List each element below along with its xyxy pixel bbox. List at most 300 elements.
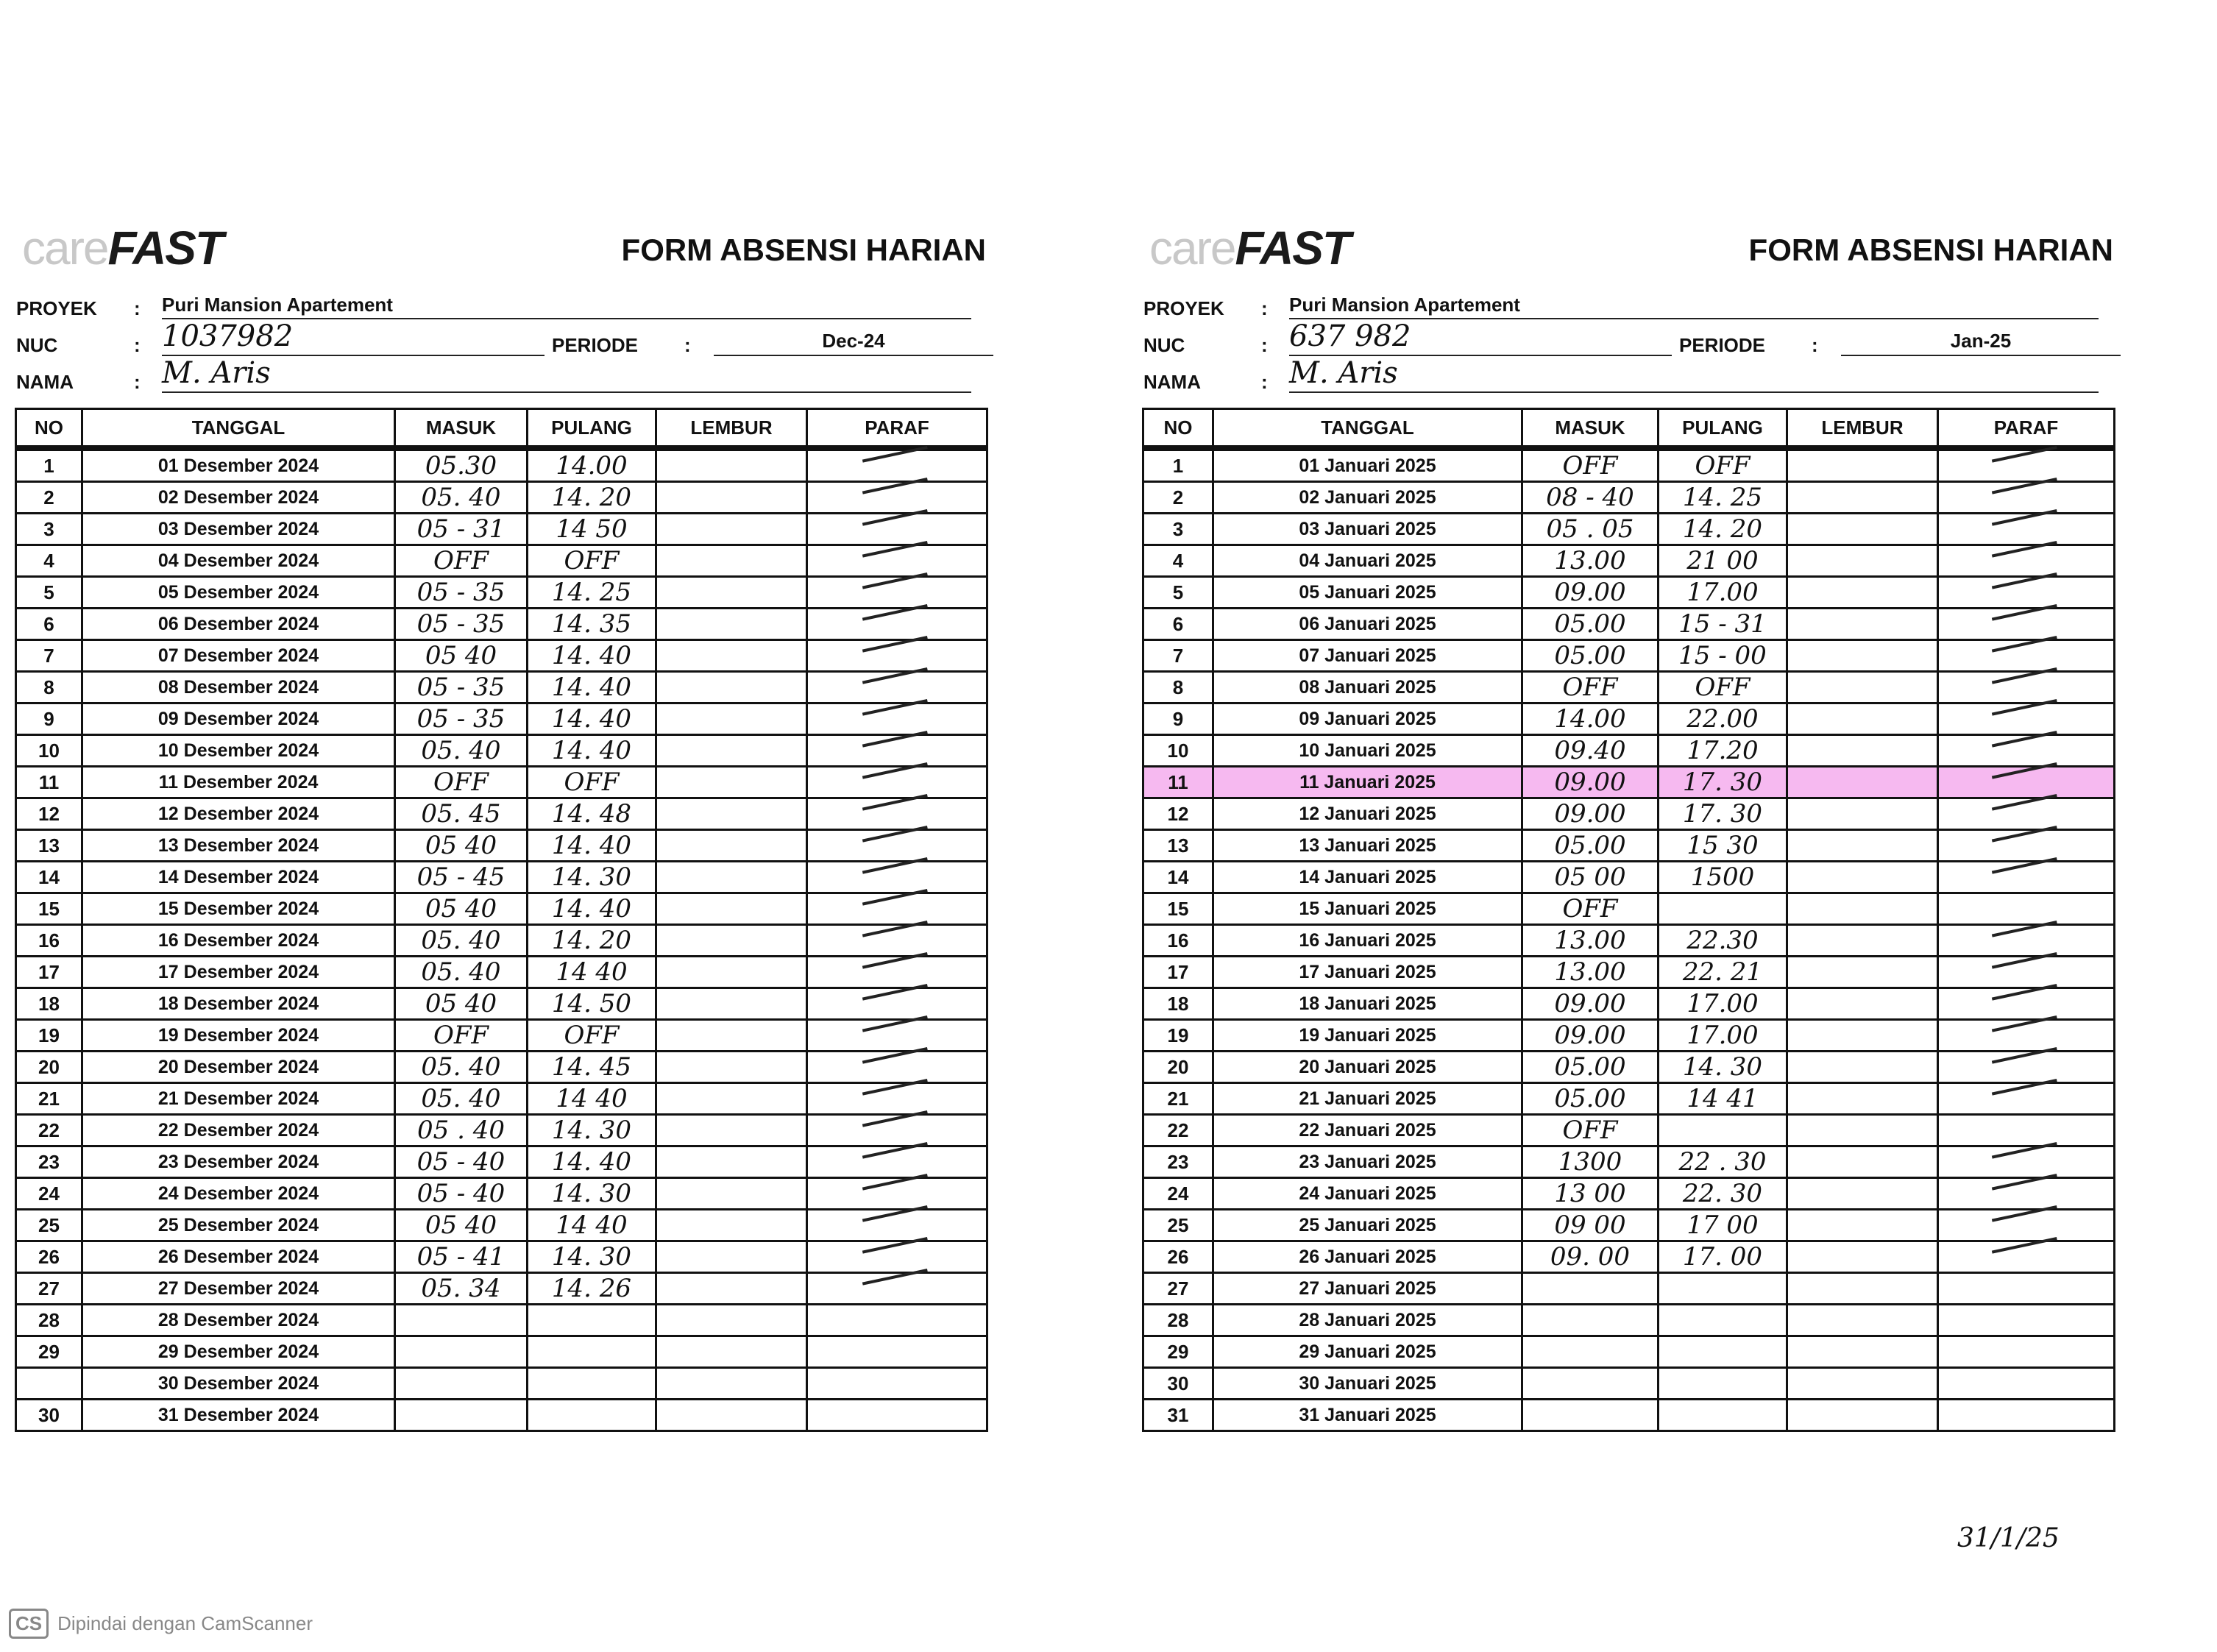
signature-cell — [807, 448, 987, 482]
column-header-paraf: PARAF — [1938, 409, 2115, 449]
check-in-cell: 05.30 — [395, 448, 528, 482]
proyek-value: Puri Mansion Apartement — [1289, 293, 2099, 319]
signature-cell — [807, 1305, 987, 1336]
date-cell: 16 Januari 2025 — [1213, 925, 1522, 957]
check-in-cell: 05. 40 — [395, 482, 528, 514]
row-number: 1 — [1143, 448, 1213, 482]
signature-cell — [807, 514, 987, 545]
column-header-no: NO — [1143, 409, 1213, 449]
check-in-cell — [1522, 1336, 1659, 1368]
date-cell: 22 Desember 2024 — [82, 1115, 395, 1146]
overtime-cell — [1787, 1083, 1938, 1115]
row-number: 7 — [1143, 640, 1213, 672]
check-in-cell: 13.00 — [1522, 545, 1659, 577]
overtime-cell — [656, 640, 807, 672]
signature-icon — [862, 888, 932, 924]
carefast-logo: careFAST — [22, 221, 223, 274]
date-cell: 17 Januari 2025 — [1213, 957, 1522, 988]
signature-icon — [1991, 793, 2060, 829]
date-cell: 13 Desember 2024 — [82, 830, 395, 862]
date-cell: 21 Desember 2024 — [82, 1083, 395, 1115]
check-out-cell: 14. 40 — [528, 640, 656, 672]
table-row — [16, 798, 987, 830]
signature-icon — [862, 603, 932, 639]
table-row — [1143, 545, 2115, 577]
date-cell: 15 Desember 2024 — [82, 893, 395, 925]
signature-icon — [1991, 508, 2060, 544]
check-out-cell — [528, 1400, 656, 1431]
column-header-tanggal: TANGGAL — [1213, 409, 1522, 449]
check-in-cell — [1522, 1400, 1659, 1431]
signature-icon — [1991, 635, 2060, 670]
check-in-cell: 09 00 — [1522, 1210, 1659, 1241]
table-row — [1143, 767, 2115, 798]
proyek-row — [15, 287, 1001, 324]
check-out-cell: 17. 30 — [1659, 767, 1787, 798]
row-number: 30 — [1143, 1368, 1213, 1400]
date-cell: 27 Januari 2025 — [1213, 1273, 1522, 1305]
row-number: 19 — [1143, 1020, 1213, 1052]
signature-icon — [862, 698, 932, 734]
overtime-cell — [1787, 735, 1938, 767]
check-in-cell: OFF — [395, 767, 528, 798]
attendance-table — [15, 408, 988, 1432]
check-in-cell: 05 40 — [395, 893, 528, 925]
row-number: 25 — [1143, 1210, 1213, 1241]
overtime-cell — [656, 925, 807, 957]
table-row — [16, 1241, 987, 1273]
check-in-cell — [1522, 1305, 1659, 1336]
nuc-label: NUC — [16, 334, 58, 356]
signature-cell — [807, 988, 987, 1020]
row-number: 15 — [1143, 893, 1213, 925]
check-out-cell — [1659, 1115, 1787, 1146]
date-cell: 29 Desember 2024 — [82, 1336, 395, 1368]
check-out-cell: 14. 40 — [528, 893, 656, 925]
signature-icon — [862, 1268, 932, 1303]
signature-icon — [1991, 983, 2060, 1018]
row-number: 16 — [1143, 925, 1213, 957]
table-row — [1143, 862, 2115, 893]
check-out-cell — [528, 1368, 656, 1400]
overtime-cell — [1787, 1178, 1938, 1210]
table-row — [1143, 893, 2115, 925]
table-row — [16, 988, 987, 1020]
row-number: 23 — [1143, 1146, 1213, 1178]
check-in-cell: 05.00 — [1522, 1052, 1659, 1083]
check-in-cell: 09.00 — [1522, 577, 1659, 609]
overtime-cell — [656, 1210, 807, 1241]
check-in-cell: OFF — [1522, 1115, 1659, 1146]
check-out-cell: 14. 40 — [528, 735, 656, 767]
proyek-row — [1142, 287, 2128, 324]
check-in-cell: 13.00 — [1522, 957, 1659, 988]
check-in-cell: OFF — [395, 545, 528, 577]
signature-cell — [1938, 1052, 2115, 1083]
table-row — [1143, 1241, 2115, 1273]
overtime-cell — [1787, 798, 1938, 830]
row-number: 4 — [16, 545, 82, 577]
row-number: 20 — [1143, 1052, 1213, 1083]
check-in-cell: 05 - 35 — [395, 703, 528, 735]
table-row — [16, 1400, 987, 1431]
date-cell: 28 Januari 2025 — [1213, 1305, 1522, 1336]
column-header-paraf: PARAF — [807, 409, 987, 449]
row-number: 27 — [16, 1273, 82, 1305]
signature-cell — [807, 1052, 987, 1083]
signature-cell — [1938, 703, 2115, 735]
table-row — [1143, 798, 2115, 830]
row-number: 13 — [16, 830, 82, 862]
date-cell: 13 Januari 2025 — [1213, 830, 1522, 862]
check-in-cell: 05.00 — [1522, 830, 1659, 862]
overtime-cell — [1787, 577, 1938, 609]
nuc-label: NUC — [1143, 334, 1185, 356]
signature-cell — [1938, 1400, 2115, 1431]
periode-value: Dec-24 — [714, 330, 993, 356]
signature-icon — [1991, 1078, 2060, 1113]
table-row — [16, 735, 987, 767]
signature-icon — [862, 540, 932, 575]
signature-icon — [862, 1015, 932, 1050]
overtime-cell — [1787, 893, 1938, 925]
signature-cell — [807, 1020, 987, 1052]
row-number: 3 — [1143, 514, 1213, 545]
signature-icon — [1991, 603, 2060, 639]
signature-cell — [1938, 1115, 2115, 1146]
signature-icon — [862, 1110, 932, 1145]
check-in-cell: 09.00 — [1522, 767, 1659, 798]
camscanner-text: Dipindai dengan CamScanner — [57, 1612, 313, 1634]
date-cell: 20 Desember 2024 — [82, 1052, 395, 1083]
colon: : — [684, 334, 691, 356]
signature-icon — [1991, 540, 2060, 575]
check-out-cell: 22. 30 — [1659, 1178, 1787, 1210]
date-cell: 01 Januari 2025 — [1213, 448, 1522, 482]
check-in-cell: 09. 00 — [1522, 1241, 1659, 1273]
signature-cell — [807, 1083, 987, 1115]
signature-cell — [1938, 1210, 2115, 1241]
table-row — [1143, 988, 2115, 1020]
check-in-cell: 09.00 — [1522, 798, 1659, 830]
overtime-cell — [1787, 1368, 1938, 1400]
check-in-cell: 05 - 31 — [395, 514, 528, 545]
date-cell: 10 Desember 2024 — [82, 735, 395, 767]
overtime-cell — [1787, 1020, 1938, 1052]
check-in-cell: 09.00 — [1522, 1020, 1659, 1052]
check-out-cell — [528, 1305, 656, 1336]
date-cell: 23 Januari 2025 — [1213, 1146, 1522, 1178]
signature-cell — [807, 609, 987, 640]
overtime-cell — [1787, 640, 1938, 672]
signature-cell — [807, 767, 987, 798]
overtime-cell — [1787, 609, 1938, 640]
row-number: 10 — [16, 735, 82, 767]
check-out-cell: 1500 — [1659, 862, 1787, 893]
row-number: 6 — [1143, 609, 1213, 640]
row-number: 17 — [16, 957, 82, 988]
table-row — [16, 545, 987, 577]
signature-cell — [1938, 1368, 2115, 1400]
signature-cell — [807, 798, 987, 830]
check-in-cell: OFF — [1522, 893, 1659, 925]
check-in-cell: 05. 40 — [395, 1083, 528, 1115]
row-number: 1 — [16, 448, 82, 482]
overtime-cell — [656, 1115, 807, 1146]
check-out-cell: 17.20 — [1659, 735, 1787, 767]
table-row — [1143, 640, 2115, 672]
table-row — [1143, 735, 2115, 767]
date-cell: 04 Desember 2024 — [82, 545, 395, 577]
camscanner-logo-icon: CS — [9, 1609, 49, 1639]
colon: : — [1261, 371, 1268, 393]
row-number: 2 — [16, 482, 82, 514]
signature-icon — [1991, 1046, 2060, 1082]
signature-cell — [807, 925, 987, 957]
row-number: 12 — [16, 798, 82, 830]
form-header — [15, 221, 1001, 287]
check-out-cell: 22.30 — [1659, 925, 1787, 957]
signature-cell — [1938, 609, 2115, 640]
signature-cell — [807, 893, 987, 925]
nama-label: NAMA — [1143, 371, 1201, 393]
table-row — [1143, 1336, 2115, 1368]
date-cell: 05 Desember 2024 — [82, 577, 395, 609]
date-cell: 03 Januari 2025 — [1213, 514, 1522, 545]
row-number: 31 — [1143, 1400, 1213, 1431]
date-cell: 20 Januari 2025 — [1213, 1052, 1522, 1083]
row-number: 25 — [16, 1210, 82, 1241]
date-cell: 09 Januari 2025 — [1213, 703, 1522, 735]
signature-icon — [1991, 445, 2060, 481]
row-number: 5 — [1143, 577, 1213, 609]
table-row — [16, 448, 987, 482]
check-out-cell: 15 30 — [1659, 830, 1787, 862]
overtime-cell — [1787, 514, 1938, 545]
signature-cell — [807, 482, 987, 514]
table-row — [16, 577, 987, 609]
signature-icon — [862, 920, 932, 955]
overtime-cell — [656, 862, 807, 893]
signature-icon — [1991, 477, 2060, 512]
check-out-cell: 14. 48 — [528, 798, 656, 830]
check-out-cell: 14. 25 — [1659, 482, 1787, 514]
check-out-cell: 22.00 — [1659, 703, 1787, 735]
table-row — [16, 1178, 987, 1210]
column-header-tanggal: TANGGAL — [82, 409, 395, 449]
signature-cell — [807, 703, 987, 735]
signature-icon — [1991, 1236, 2060, 1272]
check-out-cell: 14. 30 — [528, 1241, 656, 1273]
check-in-cell: 05 - 35 — [395, 577, 528, 609]
date-cell: 28 Desember 2024 — [82, 1305, 395, 1336]
overtime-cell — [656, 703, 807, 735]
row-number: 22 — [16, 1115, 82, 1146]
row-number: 14 — [16, 862, 82, 893]
signature-cell — [807, 1241, 987, 1273]
nama-label: NAMA — [16, 371, 74, 393]
overtime-cell — [656, 672, 807, 703]
date-cell: 11 Desember 2024 — [82, 767, 395, 798]
signature-icon — [1991, 572, 2060, 607]
table-row — [1143, 1115, 2115, 1146]
signature-cell — [1938, 640, 2115, 672]
overtime-cell — [1787, 1273, 1938, 1305]
date-cell: 29 Januari 2025 — [1213, 1336, 1522, 1368]
signature-cell — [807, 1115, 987, 1146]
check-in-cell: 09.00 — [1522, 988, 1659, 1020]
check-out-cell — [1659, 1273, 1787, 1305]
date-cell: 19 Desember 2024 — [82, 1020, 395, 1052]
table-row — [16, 957, 987, 988]
date-cell: 15 Januari 2025 — [1213, 893, 1522, 925]
check-out-cell: 14. 40 — [528, 1146, 656, 1178]
attendance-form-january — [1142, 221, 2128, 1432]
row-number: 10 — [1143, 735, 1213, 767]
check-out-cell: 14 41 — [1659, 1083, 1787, 1115]
overtime-cell — [1787, 703, 1938, 735]
check-in-cell: 08 - 40 — [1522, 482, 1659, 514]
column-header-pulang: PULANG — [1659, 409, 1787, 449]
check-out-cell: 14. 40 — [528, 703, 656, 735]
supervisor-signature: 31/1/25 — [1957, 1523, 2060, 1553]
signature-icon — [862, 730, 932, 765]
check-in-cell: 05 - 35 — [395, 609, 528, 640]
overtime-cell — [656, 767, 807, 798]
overtime-cell — [656, 514, 807, 545]
signature-icon — [862, 825, 932, 860]
table-row — [1143, 448, 2115, 482]
row-number: 26 — [1143, 1241, 1213, 1273]
nuc-row — [1142, 319, 2128, 361]
date-cell: 31 Desember 2024 — [82, 1400, 395, 1431]
date-cell: 18 Januari 2025 — [1213, 988, 1522, 1020]
table-row — [16, 703, 987, 735]
check-out-cell: 14. 20 — [528, 482, 656, 514]
row-number: 7 — [16, 640, 82, 672]
attendance-table — [1142, 408, 2115, 1432]
overtime-cell — [656, 448, 807, 482]
overtime-cell — [1787, 1115, 1938, 1146]
signature-icon — [1991, 951, 2060, 987]
overtime-cell — [656, 798, 807, 830]
signature-icon — [862, 857, 932, 892]
overtime-cell — [1787, 1400, 1938, 1431]
table-row — [1143, 925, 2115, 957]
signature-icon — [862, 508, 932, 544]
colon: : — [134, 297, 141, 319]
signature-icon — [862, 762, 932, 797]
row-number: 8 — [16, 672, 82, 703]
signature-icon — [862, 951, 932, 987]
periode-value: Jan-25 — [1841, 330, 2121, 356]
check-in-cell — [1522, 1368, 1659, 1400]
overtime-cell — [656, 1400, 807, 1431]
signature-icon — [1991, 1205, 2060, 1240]
row-number: 22 — [1143, 1115, 1213, 1146]
row-number: 14 — [1143, 862, 1213, 893]
row-number: 13 — [1143, 830, 1213, 862]
table-row — [16, 1083, 987, 1115]
nama-value: M. Aris — [1289, 366, 2099, 393]
signature-cell — [807, 957, 987, 988]
signature-cell — [807, 1210, 987, 1241]
check-in-cell: 05. 45 — [395, 798, 528, 830]
check-out-cell: 17.00 — [1659, 988, 1787, 1020]
overtime-cell — [656, 893, 807, 925]
check-out-cell — [1659, 1368, 1787, 1400]
row-number: 28 — [16, 1305, 82, 1336]
carefast-logo: careFAST — [1149, 221, 1350, 274]
check-in-cell: 05 . 40 — [395, 1115, 528, 1146]
table-row — [16, 893, 987, 925]
overtime-cell — [656, 1020, 807, 1052]
row-number: 21 — [1143, 1083, 1213, 1115]
signature-cell — [1938, 577, 2115, 609]
attendance-form-december — [15, 221, 1001, 1432]
signature-icon — [862, 635, 932, 670]
table-row — [1143, 703, 2115, 735]
signature-cell — [1938, 1178, 2115, 1210]
table-row — [16, 1146, 987, 1178]
overtime-cell — [1787, 1052, 1938, 1083]
row-number: 8 — [1143, 672, 1213, 703]
row-number: 3 — [16, 514, 82, 545]
overtime-cell — [656, 830, 807, 862]
overtime-cell — [656, 577, 807, 609]
signature-icon — [862, 445, 932, 481]
row-number: 29 — [1143, 1336, 1213, 1368]
signature-icon — [862, 667, 932, 702]
overtime-cell — [656, 1336, 807, 1368]
check-out-cell: 17. 30 — [1659, 798, 1787, 830]
date-cell: 17 Desember 2024 — [82, 957, 395, 988]
check-out-cell: 14 40 — [528, 957, 656, 988]
row-number: 21 — [16, 1083, 82, 1115]
row-number: 9 — [1143, 703, 1213, 735]
signature-cell — [1938, 482, 2115, 514]
check-out-cell: 14. 25 — [528, 577, 656, 609]
row-number: 29 — [16, 1336, 82, 1368]
check-in-cell: OFF — [1522, 448, 1659, 482]
date-cell: 14 Januari 2025 — [1213, 862, 1522, 893]
signature-cell — [1938, 1305, 2115, 1336]
date-cell: 23 Desember 2024 — [82, 1146, 395, 1178]
signature-icon — [1991, 857, 2060, 892]
check-in-cell — [395, 1400, 528, 1431]
overtime-cell — [1787, 830, 1938, 862]
check-in-cell: 05. 40 — [395, 925, 528, 957]
date-cell: 06 Januari 2025 — [1213, 609, 1522, 640]
signature-icon — [1991, 1141, 2060, 1177]
signature-cell — [1938, 545, 2115, 577]
table-row — [1143, 1083, 2115, 1115]
overtime-cell — [656, 1146, 807, 1178]
check-out-cell: 14. 20 — [528, 925, 656, 957]
check-out-cell: 14. 35 — [528, 609, 656, 640]
date-cell: 31 Januari 2025 — [1213, 1400, 1522, 1431]
colon: : — [134, 371, 141, 393]
signature-cell — [1938, 1336, 2115, 1368]
row-number — [16, 1368, 82, 1400]
table-row — [1143, 1178, 2115, 1210]
check-out-cell: 14. 40 — [528, 830, 656, 862]
check-in-cell — [395, 1305, 528, 1336]
signature-icon — [862, 1236, 932, 1272]
check-in-cell: 05. 34 — [395, 1273, 528, 1305]
colon: : — [134, 334, 141, 356]
check-in-cell — [395, 1368, 528, 1400]
